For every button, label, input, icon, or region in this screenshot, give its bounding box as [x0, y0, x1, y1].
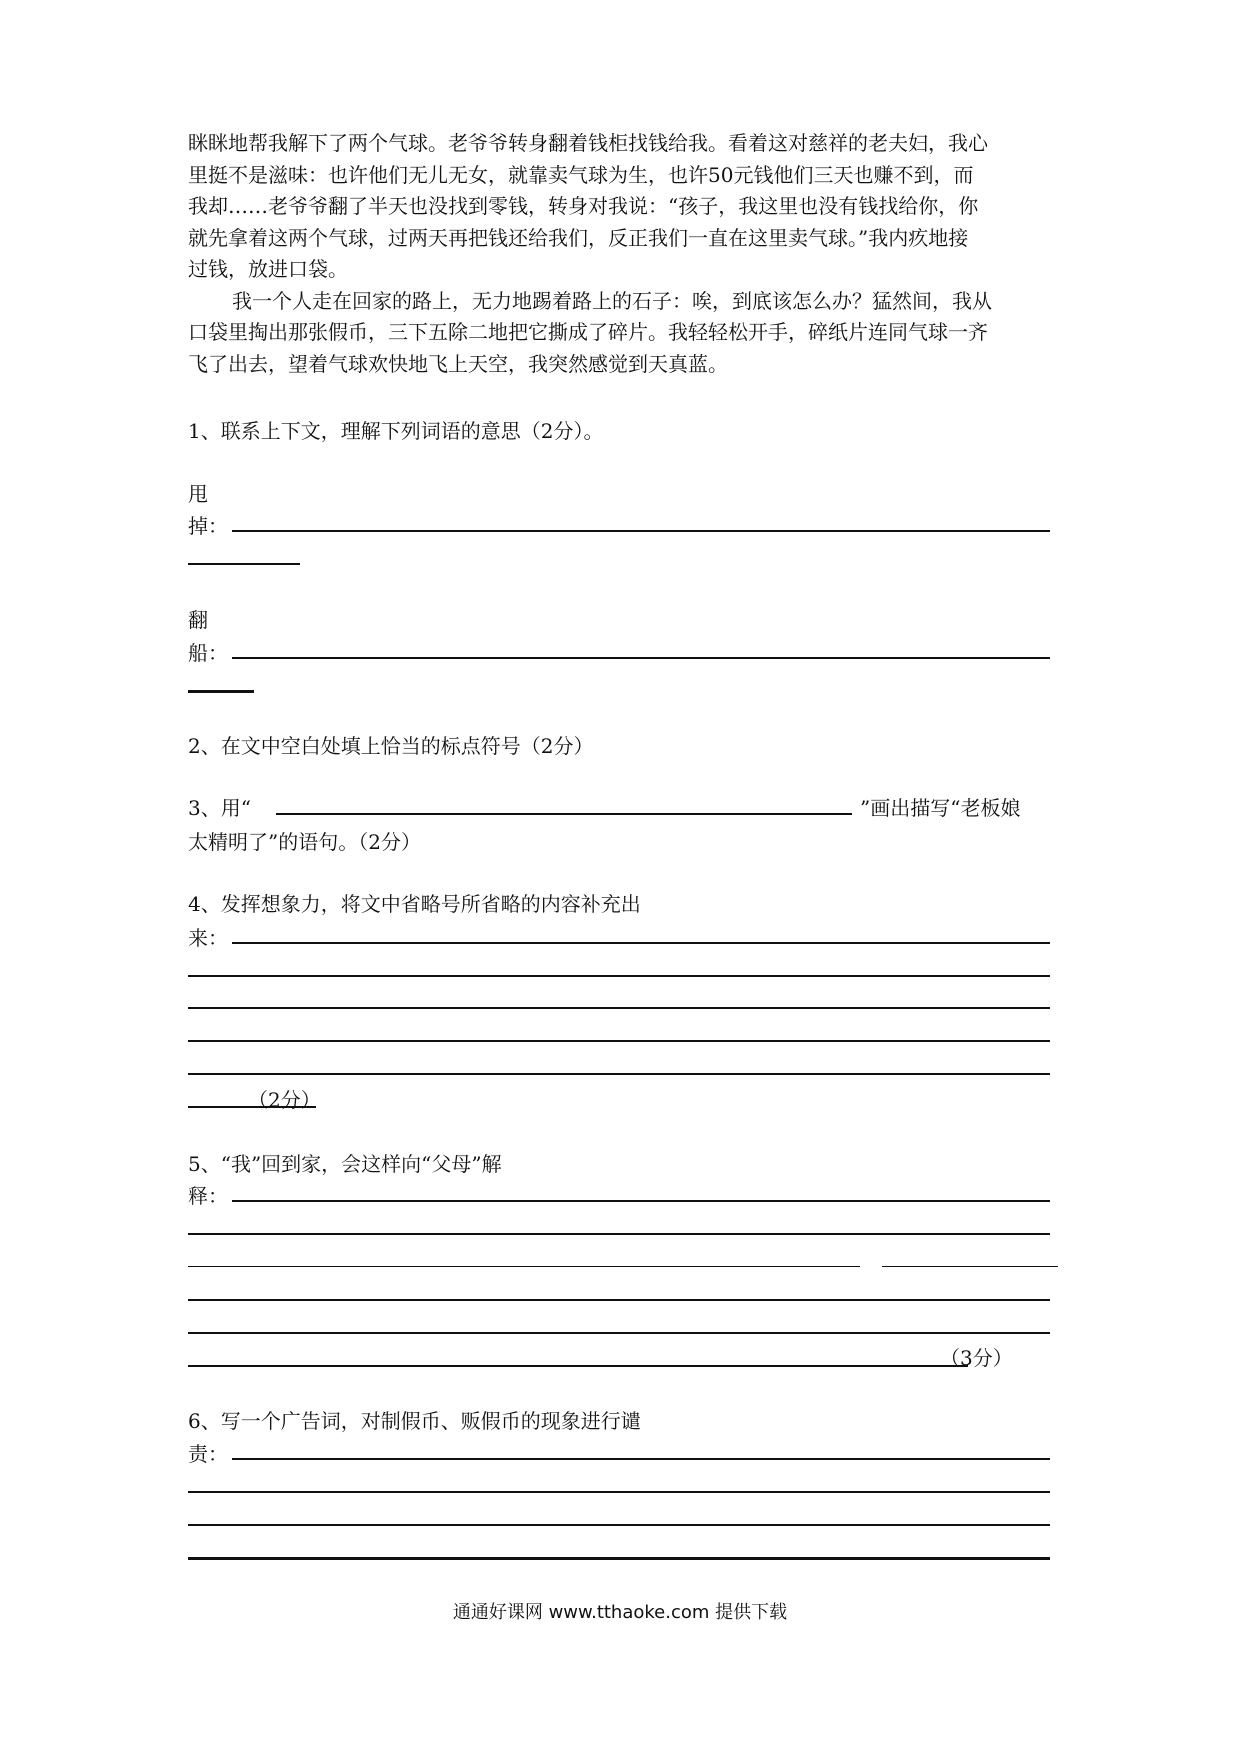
- question-1-prompt: 1、联系上下文，理解下列词语的意思（2分）。: [188, 419, 604, 443]
- answer-line-q6[interactable]: [188, 1557, 1050, 1560]
- passage-line: 我一个人走在回家的路上，无力地踢着路上的石子：唉，到底该怎么办？猛然间，我从: [232, 288, 992, 313]
- passage-line: 过钱，放进口袋。: [188, 257, 348, 281]
- answer-line-q4[interactable]: [232, 942, 1050, 944]
- answer-line-q5[interactable]: [188, 1299, 1050, 1301]
- answer-line-word2-continued[interactable]: [188, 690, 254, 693]
- answer-line-q5[interactable]: [232, 1200, 1050, 1202]
- question-1-word1-char2: 掉：: [188, 514, 228, 538]
- answer-line-q4[interactable]: [188, 1007, 1050, 1009]
- answer-line-q4[interactable]: [188, 1073, 1050, 1075]
- passage-line: 我却……老爷爷翻了半天也没找到零钱，转身对我说：“孩子，我这里也没有钱找给你，你: [188, 194, 979, 218]
- question-1-word1-char1: 甩: [188, 482, 208, 506]
- answer-line-word2[interactable]: [232, 657, 1050, 659]
- question-5-score: （3分）: [940, 1346, 1013, 1370]
- answer-line-q5[interactable]: [188, 1266, 860, 1267]
- reading-passage: [188, 128, 1060, 380]
- question-5-prompt: 5、“我”回到家，会这样向“父母”解: [188, 1152, 502, 1176]
- question-3-line2: 太精明了”的语句。（2分）: [188, 830, 421, 854]
- answer-line-word1-continued[interactable]: [188, 563, 300, 565]
- passage-line: 眯眯地帮我解下了两个气球。老爷爷转身翻着钱柜找钱给我。看着这对慈祥的老夫妇，我心: [188, 131, 988, 155]
- answer-line-q5[interactable]: [188, 1233, 1050, 1235]
- question-3-prefix: 3、用“: [188, 796, 251, 820]
- answer-line-q6[interactable]: [232, 1458, 1050, 1460]
- answer-line-q6[interactable]: [188, 1491, 1050, 1493]
- question-6-label: 责：: [188, 1442, 228, 1466]
- answer-line-q3[interactable]: [276, 813, 852, 815]
- question-6-prompt: 6、写一个广告词，对制假币、贩假币的现象进行谴: [188, 1409, 641, 1433]
- question-2-prompt: 2、在文中空白处填上恰当的标点符号（2分）: [188, 734, 594, 758]
- passage-line: 口袋里掏出那张假币，三下五除二地把它撕成了碎片。我轻轻松开手，碎纸片连同气球一齐: [188, 320, 988, 344]
- page-footer: 通通好课网 www.tthaoke.com 提供下载: [452, 1602, 788, 1623]
- passage-line: 飞了出去，望着气球欢快地飞上天空，我突然感觉到天真蓝。: [188, 351, 728, 376]
- answer-line-word1[interactable]: [232, 530, 1050, 532]
- question-1-word2-char2: 船：: [188, 641, 228, 665]
- answer-line-q6[interactable]: [188, 1524, 1050, 1526]
- question-4-prompt: 4、发挥想象力，将文中省略号所省略的内容补充出: [188, 892, 641, 916]
- question-3-suffix: ”画出描写“老板娘: [860, 796, 1021, 820]
- question-4-label: 来：: [188, 926, 228, 950]
- passage-line: 就先拿着这两个气球，过两天再把钱还给我们，反正我们一直在这里卖气球。”我内疚地接: [188, 225, 969, 250]
- answer-line-q5[interactable]: [882, 1266, 1058, 1267]
- question-4-score: （2分）: [248, 1088, 321, 1112]
- answer-line-q5[interactable]: [188, 1332, 1050, 1334]
- question-1-word2-char1: 翻: [188, 608, 208, 632]
- answer-line-q5-end[interactable]: [188, 1365, 968, 1367]
- passage-line: 里挺不是滋味：也许他们无儿无女，就靠卖气球为生，也许50元钱他们三天也赚不到，而: [188, 162, 974, 187]
- answer-line-q4[interactable]: [188, 975, 1050, 977]
- question-5-label: 释：: [188, 1184, 228, 1208]
- answer-line-q4[interactable]: [188, 1040, 1050, 1042]
